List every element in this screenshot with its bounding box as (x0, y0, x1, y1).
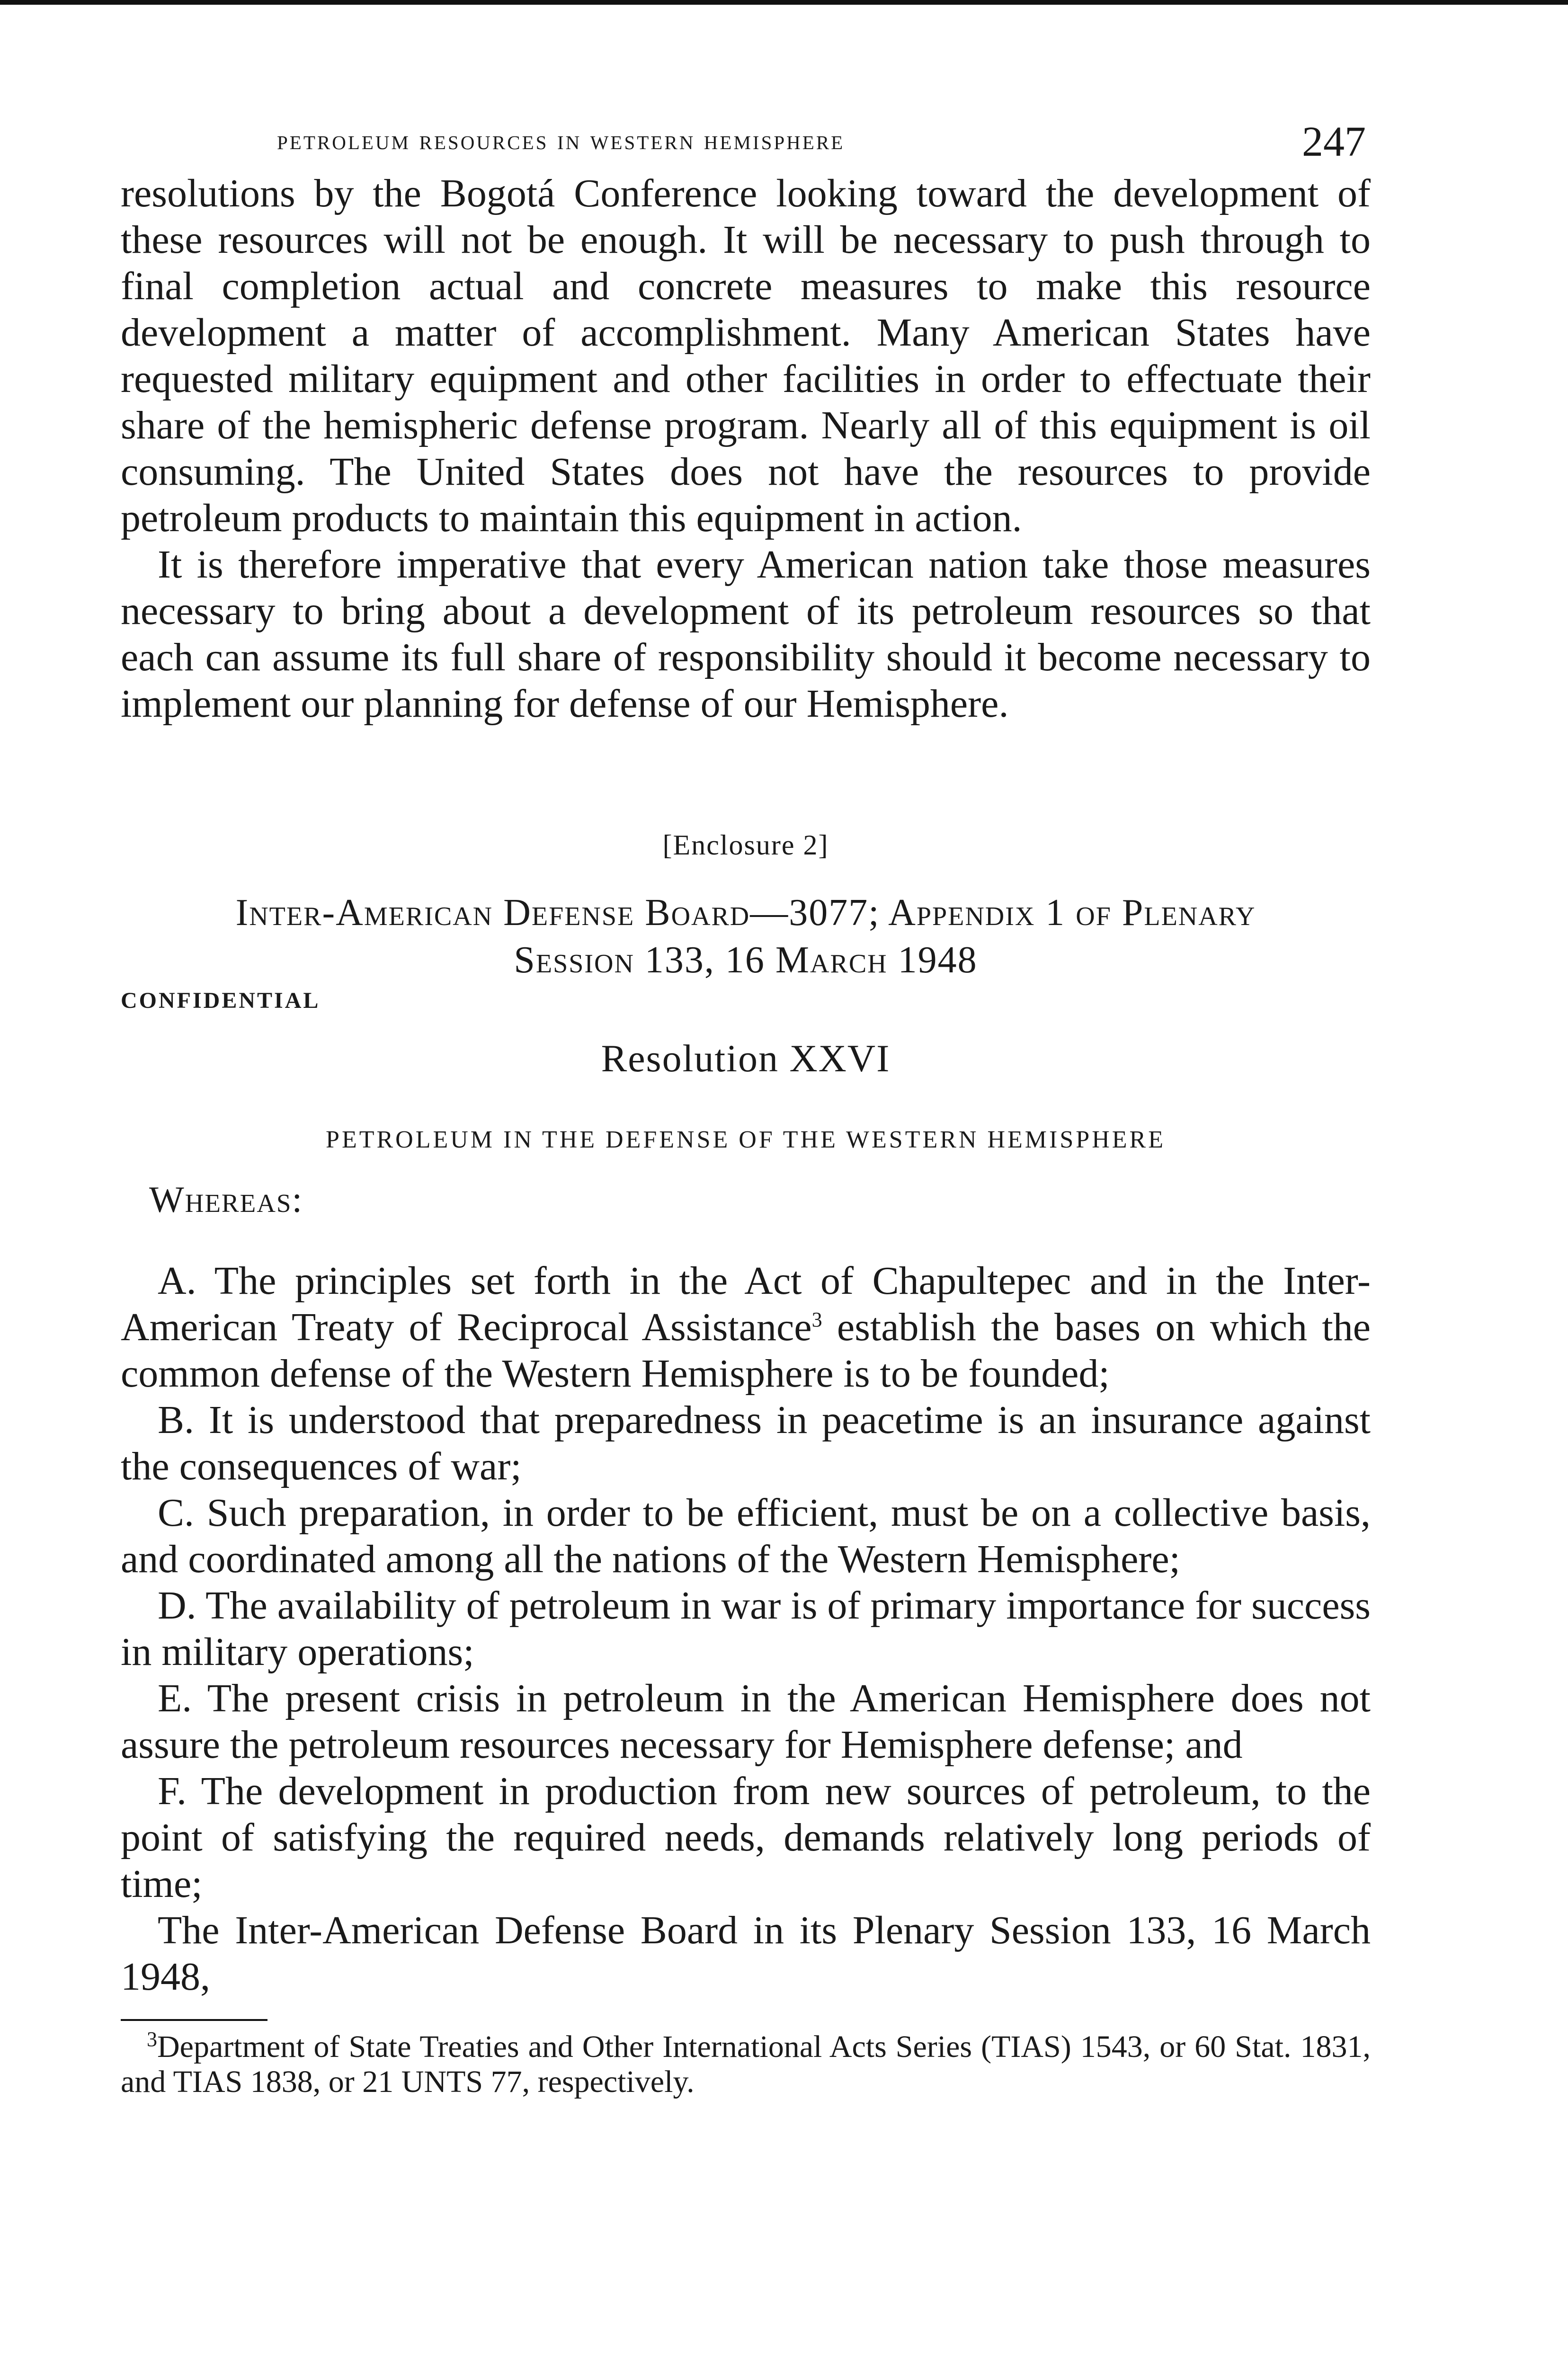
board-heading (121, 889, 1371, 984)
clause-e: E. The present crisis in petroleum in the American Hemisphere does not assure the petroleum resources necessary for Hemisphere defense; and (121, 1676, 1371, 1767)
clause-f: F. The development in production from new sources of petroleum, to the point of satisfying the required needs, demands relatively long periods of time; (121, 1769, 1371, 1906)
document-page (121, 114, 1371, 2131)
page-number: 247 (1302, 118, 1366, 165)
resolution-subject: PETROLEUM IN THE DEFENSE OF THE WESTERN HEMISPHERE (326, 1126, 1166, 1153)
footnote (121, 2029, 1371, 2100)
clause-b: B. It is understood that preparedness in peacetime is an insurance against the consequences of war; (121, 1398, 1371, 1488)
whereas-heading: Whereas: (149, 1179, 303, 1220)
scan-top-edge (0, 0, 1568, 5)
footnote-reference: 3 (811, 1308, 822, 1331)
clause-a-text-end: establish the bases on which the common defense of the Western Hemisphere is to be founded; (121, 1305, 1371, 1396)
enclosure-label: [Enclosure 2] (662, 829, 829, 861)
resolution-title: Resolution XXVI (601, 1037, 891, 1080)
running-head-title: petroleum resources in western hemisphere (277, 125, 845, 155)
footnote-mark: 3 (147, 2028, 157, 2051)
clause-c: C. Such preparation, in order to be efficient, must be on a collective basis, and coordinated among all the nations of the Western Hemisphere; (121, 1491, 1371, 1581)
clause-a (121, 1258, 1371, 1397)
classification-label: CONFIDENTIAL (121, 988, 321, 1013)
footnote-rule (121, 2019, 267, 2021)
footnote-text: Department of State Treaties and Other International Acts Series (TIAS) 1543, or 60 Stat. 1831, and TIAS 1838, or 21 UNTS 77, respectively. (121, 2029, 1371, 2099)
body-paragraph-1: resolutions by the Bogotá Conference looking toward the development of these resources will not be enough. It will be necessary to push through to final completion actual and concrete measures to make this resource development a matter of accomplishment. Many American States have requested military equipment and other facilities in order to effectuate their share of the hemispheric defense program. Nearly all of this equipment is oil consuming. The United States does not have the resources to provide petroleum products to maintain this equipment in action. (121, 171, 1371, 540)
board-heading-line-2: Session 133, 16 March 1948 (514, 939, 978, 981)
clause-d: D. The availability of petroleum in war is of primary importance for success in military operations; (121, 1584, 1371, 1674)
clause-a-text-start: A. The principles set forth in the Act of Chapultepec and in the Inter-American Treaty of Reciprocal Assistance (121, 1259, 1371, 1349)
body-paragraph-2: It is therefore imperative that every American nation take those measures necessary to bring about a development of its petroleum resources so that each can assume its full share of responsibility should it become necessary to implement our planning for defense of our Hemisphere. (121, 543, 1371, 726)
board-heading-line-1: Inter-American Defense Board—3077; Appendix 1 of Plenary (235, 892, 1256, 934)
running-head (121, 114, 1371, 170)
board-clause: The Inter-American Defense Board in its Plenary Session 133, 16 March 1948, (121, 1908, 1371, 1999)
